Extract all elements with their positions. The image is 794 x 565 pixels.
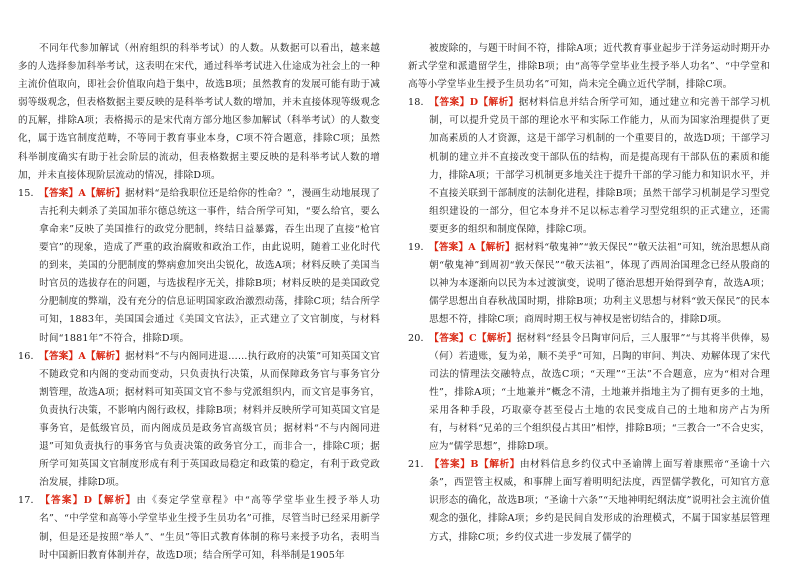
analysis-tag: 【解析】 (92, 495, 137, 507)
analysis-text: 据材料“是给我职位还是给你的性命？”，漫画生动地展现了吉托利夫刺杀了美国加菲尔德总统这一事件，结合所学可知，“要么给官，要么拿命来”反映了美国推行的政党分肥制，终结日益暴露，吞生出现了直接“枪官要官”的现象，造成了严重的政治腐败和政治工作，由此说明，随着工业化时代的到来，美国的分肥制度的弊病愈加突出尖锐化，故选A项；材料反映了美国当时官员的选拔存在的问题，与选拔程序无关，排除B项；材料反映的是美国政党分肥制度的弊端，没有充分的信息证明国家政治激烈动荡，排除C项；结合所学可知，1883年，美国国会通过《美国文官法》，正式建立了文官制度，与材料时间“1881年”不符合，排除D项。 (39, 187, 380, 344)
question-number: 19． (408, 242, 431, 254)
answer-tag: 【答案】 (39, 495, 84, 507)
analysis-text: 据材料“不与内阁同进退……执行政府的决策”可知英国文官不随政党和内阁的变动而变动，只负责执行决策，从而保障政务官与事务官分割管理，故选A项；据材料可知英国文官不参与党派组织内，而文官是事务官，负责执行决策，不影响内阁行政权，排除B项；材料并反映所学可知英国文官是事务官，是低级官员，而内阁成员是政务官高级官员；据材料“不与内阁同进退”可知负责执行的事务官与负责决策的政务官分工，而非合一，排除C项；据所学可知英国文官制度形成有利于英国政局稳定和政策的稳定，有利于政党政治发展，排除D项。 (39, 350, 381, 489)
continuation-paragraph: 被废除的，与题干时间不符，排除A项；近代教育事业起步于洋务运动时期开办新式学堂和派遣留学生，排除B项；由“高等学堂毕业生授予举人功名”、“中学堂和高等小学堂毕业生授予生员功名”可知，尚未完全确立近代学制，排除C项。 (408, 43, 770, 91)
analysis-text: 据材料“经县令吕陶审问后，三人服罪”“与其将半供俸，易（何）若遗账，复为弟，顺不美乎”可知，吕陶的审问、判决、劝解体现了宋代司法的情理法交融特点，故选C项；“天理”“王法”不合题意，应为“相对合理性”，排除A项；“土地兼并”概念不清，土地兼并指地主为了拥有更多的土地，采用各种手段，巧取豪夺甚至侵占土地的农民变成自己的土地和房产占为所有，与材料“兄弟的三个组织侵占其田”相悖，排除B项；“三教合一”不合史实，应为“儒学思想”，排除D项。 (429, 332, 771, 453)
analysis-text: 据材料“敬鬼神”“敦天保民”“敬天法祖”可知，统治思想从商朝“敬鬼神”到周初“敦天保民”“敬天法祖”，体现了西周治国理念已经从殷商的以神为本逐渐向以民为本过渡演变，说明了德治思想开始得到孕育，故选A项；儒学思想出自春秋战国时期，排除B项；功利主义思想与材料“敦天保民”的民本思想不符，排除C项；商周时期王权与神权是密切结合的，排除D项。 (429, 242, 770, 326)
question-16-analysis (18, 348, 380, 493)
analysis-tag: 【解析】 (476, 332, 517, 344)
question-number: 20． (408, 332, 431, 344)
question-18-analysis (408, 94, 770, 239)
question-20-analysis (408, 330, 770, 457)
question-number: 15． (18, 187, 41, 199)
analysis-tag: 【解析】 (478, 459, 520, 471)
answer-tag: 【答案】 (39, 350, 79, 362)
analysis-tag: 【解析】 (85, 350, 126, 362)
question-17-analysis (18, 492, 380, 564)
answer-letter: C (468, 332, 477, 344)
question-15-analysis (18, 185, 380, 348)
question-number: 17． (18, 495, 41, 507)
analysis-text: 据材料信息并结合所学可知，通过建立和完善干部学习机制，可以提升党员干部的理论水平和实际工作能力，从而为国家治理提供了更加高素质的人才资源，这是干部学习机制的一个重要目的，故选D项；干部学习机制的建立并不直接改变干部队伍的结构，而是提高现有干部队伍的素质和能力，排除A项；干部学习机制更多地关注于提升干部的学习能力和知识水平，并不直接关联到干部制度的法制化进程，排除B项；虽然干部学习机制是学习型党组织建设的一部分，但它本身并不足以标志着学习型党组织的正式建立，还需要更多的组织和制度保障，排除C项。 (429, 97, 770, 235)
question-number: 21． (408, 459, 431, 471)
analysis-tag: 【解析】 (85, 187, 126, 199)
answer-letter: A (78, 187, 86, 199)
left-column (18, 40, 380, 565)
question-21-analysis (408, 456, 770, 546)
right-column (408, 40, 770, 547)
question-number: 18． (408, 97, 431, 109)
answer-tag: 【答案】 (429, 242, 469, 254)
continuation-paragraph: 不同年代参加解试（州府组织的科举考试）的人数。从数据可以看出，越来越多的人选择参加科举考试，这表明在宋代，通过科举考试进入仕途成为社会上的一种主流价值取向，即社会价值取向趋于集中，故选B项；虽然教育的发展可能有助于减弱等级观念，但表格数据主要反映的是科举考试人数的增加，并未直接体现等级观念的瓦解，排除A项；表格揭示的是宋代南方部分地区参加解试（科举考试）的人数变化，属于选官制度范畴，不等同于教育事业本身，C项不符合题意，排除C项；虽然科举制度确实有助于社会阶层的流动，但表格数据主要反映的是科举考试人数的增加，并未直接体现阶层流动的情况，排除D项。 (18, 43, 380, 181)
analysis-tag: 【解析】 (475, 242, 515, 254)
answer-tag: 【答案】 (429, 97, 470, 109)
answer-tag: 【答案】 (429, 332, 469, 344)
analysis-tag: 【解析】 (478, 97, 519, 109)
question-number: 16． (18, 350, 41, 362)
analysis-text: 由《奏定学堂章程》中“高等学堂毕业生授予举人功名”、“中学堂和高等小学堂毕业生授予生员功名”可推，尽管当时已经采用新学制，但是还是按照“举人”、“生员”等旧式教育体制的称号来授予功名，表明当时中国新旧教育体制并存，故选D项；结合所学可知，科举制是1905年 (39, 495, 380, 561)
answer-letter: D (469, 97, 479, 109)
answer-letter: A (468, 242, 476, 254)
answer-letter: B (470, 459, 479, 471)
answer-tag: 【答案】 (429, 459, 471, 471)
question-19-analysis (408, 239, 770, 329)
answer-letter: D (83, 495, 93, 507)
analysis-text: 由材料信息乡约仪式中圣谕牌上面写着康熙帝“圣谕十六条”，西罡管主权威，和事牌上面写着明明纪法度，西罡儒学教化，可知官方意识形态的确化，故选B项；“圣谕十六条”“天地神明纪纲法度”说明社会主流价值观念的强化，排除A项；乡约是民间自发形成的治理模式，不属于国家基层管理方式，排除C项；乡约仪式进一步发展了儒学的 (429, 459, 770, 543)
answer-letter: A (78, 350, 86, 362)
answer-tag: 【答案】 (39, 187, 79, 199)
